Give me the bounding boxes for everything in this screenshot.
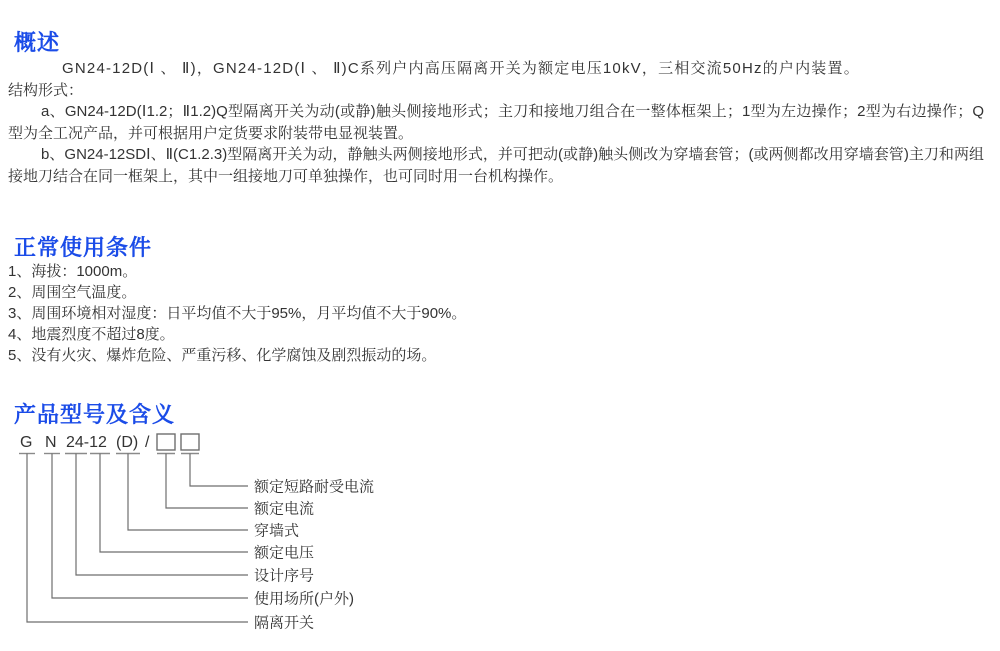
branch-lines — [27, 454, 248, 623]
structure-item-a: a、GN24-12D(Ⅰ1.2；Ⅱ1.2)Q型隔离开关为动(或静)触头侧接地形式；主刀和接地刀组合在一整体框架上；1型为左边操作；2型为右边操作；Q型为全工况产品，并可根据用户定货要求附装带电显视装置。 — [8, 103, 984, 142]
condition-item: 3、周围环境相对湿度：日平均值不大于95%，月平均值不大于90%。 — [8, 305, 467, 322]
overview-heading: 概述 — [14, 30, 61, 55]
conditions-heading: 正常使用条件 — [14, 235, 153, 260]
structure-form-label: 结构形式： — [8, 81, 84, 99]
label-disconnect-switch: 隔离开关 — [254, 614, 315, 632]
label-rated-short-circuit-current: 额定短路耐受电流 — [254, 478, 375, 496]
label-rated-voltage: 额定电压 — [254, 544, 315, 562]
overview-paragraph: GN24-12D(Ⅰ 、 Ⅱ)，GN24-12D(Ⅰ 、 Ⅱ)C系列户内高压隔离开关为额定电压10kV，三相交流50Hz的户内装置。 — [62, 60, 860, 77]
code-d: (D) — [116, 434, 139, 451]
code-letter-n: N — [45, 434, 57, 451]
label-wall-bushing-type: 穿墙式 — [254, 522, 300, 540]
conditions-list — [8, 261, 466, 366]
label-design-serial-number: 设计序号 — [254, 567, 315, 585]
code-slash: / — [145, 434, 150, 451]
condition-item: 1、海拔：1000m。 — [8, 263, 138, 280]
code-blank-box — [157, 434, 175, 450]
code-blank-box — [181, 434, 199, 450]
overview-text-block — [8, 58, 984, 187]
label-rated-current: 额定电流 — [254, 500, 315, 518]
structure-item-b: b、GN24-12SDⅠ、Ⅱ(C1.2.3)型隔离开关为动，静触头两侧接地形式，并可把动(或静)触头侧改为穿墙套管；(或两侧都改用穿墙套管)主刀和两组接地刀结合在同一框架上，其中一组接地刀可单独操作，也可同时用一台机构操作。 — [8, 146, 984, 185]
condition-item: 5、没有火灾、爆炸危险、严重污移、化学腐蚀及剧烈振动的场。 — [8, 347, 437, 364]
condition-item: 2、周围空气温度。 — [8, 284, 137, 301]
code-letter-g: G — [20, 434, 33, 451]
label-place-of-use: 使用场所(户外) — [254, 590, 354, 608]
model-heading: 产品型号及含义 — [14, 402, 176, 427]
model-designation-diagram — [0, 430, 470, 645]
code-voltage: 24-12 — [66, 434, 107, 451]
condition-item: 4、地震烈度不超过8度。 — [8, 326, 175, 343]
